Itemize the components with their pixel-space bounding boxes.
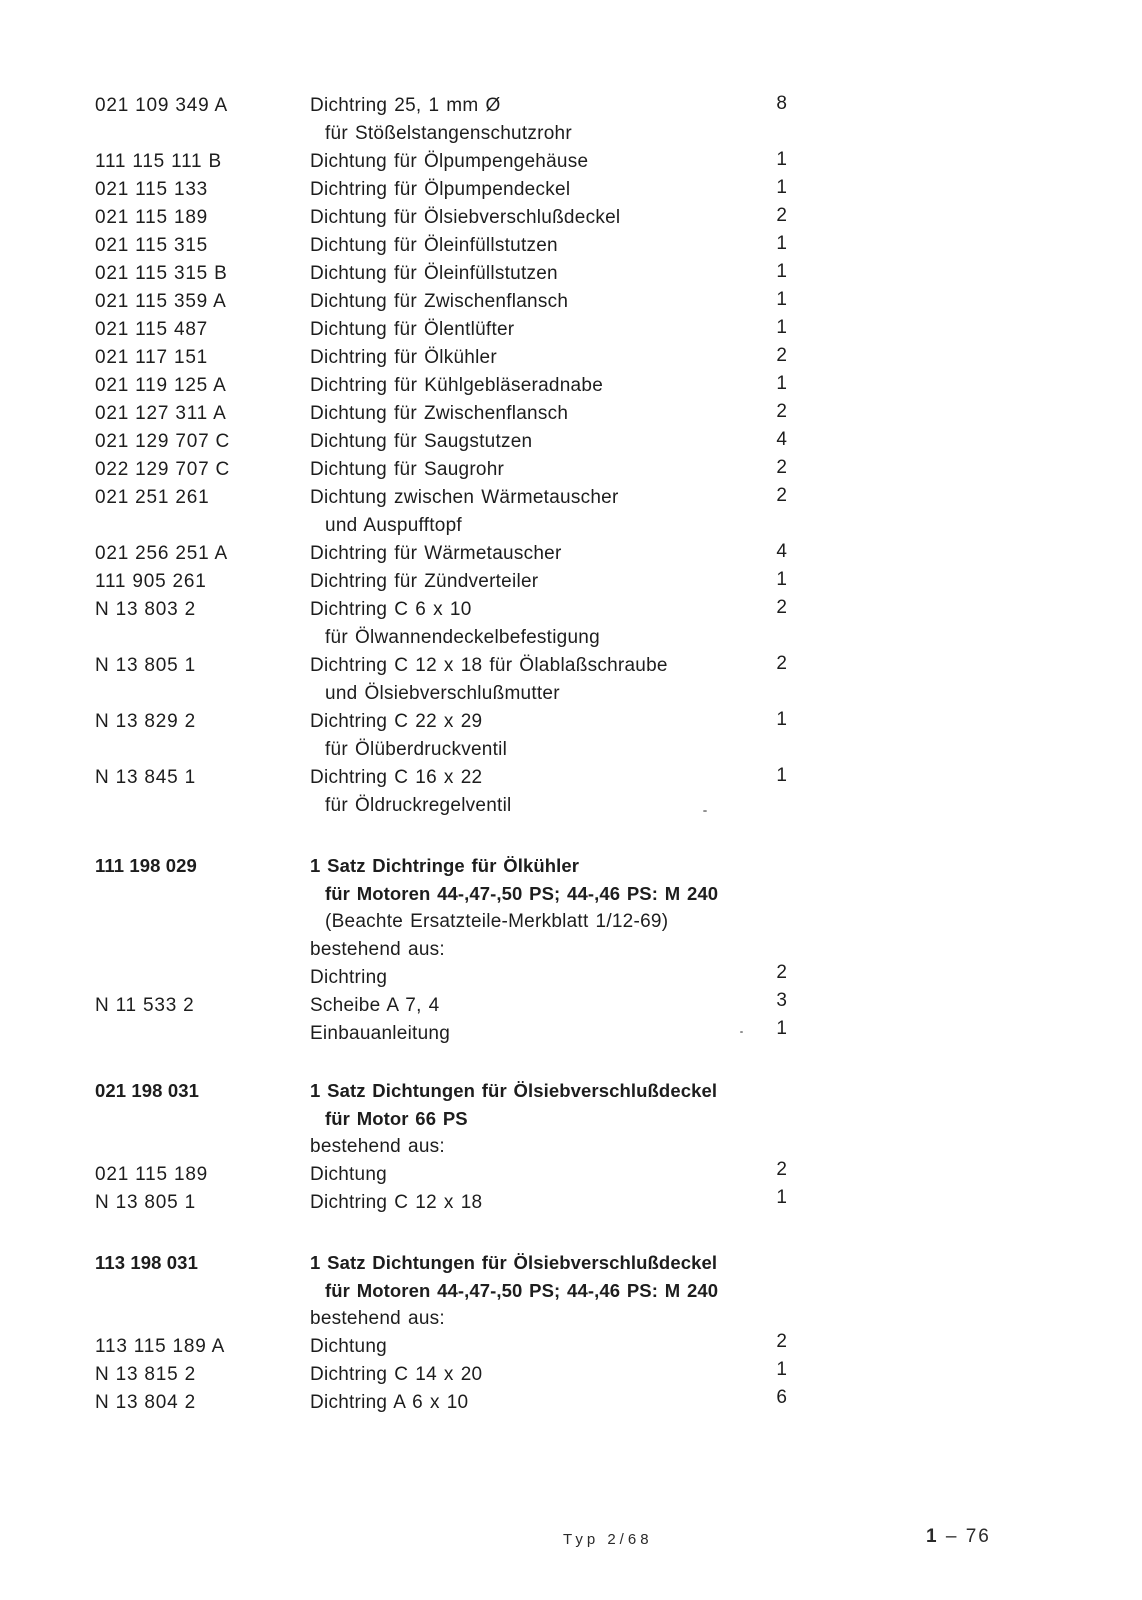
quantity: 2 xyxy=(776,485,787,506)
part-number: N 13 805 1 xyxy=(95,655,196,676)
part-number-empty xyxy=(95,680,310,708)
part-number: 021 115 359 A xyxy=(95,291,227,312)
description: Dichtring C 16 x 22 xyxy=(310,767,483,788)
quantity-empty xyxy=(743,1275,787,1303)
quantity-empty xyxy=(743,1075,787,1103)
quantity: 2 xyxy=(776,1331,787,1352)
parts-row xyxy=(95,484,787,512)
description: Dichtung für Saugrohr xyxy=(310,459,505,480)
description: Dichtring C 22 x 29 xyxy=(310,711,483,732)
quantity: 1 xyxy=(776,233,787,254)
set-component-row xyxy=(95,964,787,992)
footer-page-number-rest: – 76 xyxy=(945,1526,991,1547)
description: Dichtung für Zwischenflansch xyxy=(310,291,569,312)
quantity: 1 xyxy=(776,317,787,338)
footer-page-number-bold: 1 xyxy=(926,1526,939,1547)
set-subtitle: für Motoren 44-,47-,50 PS; 44-,46 PS: M 240 xyxy=(325,1280,719,1301)
part-number-empty xyxy=(95,1277,310,1305)
parts-row xyxy=(95,344,787,372)
set-part-number: 021 198 031 xyxy=(95,1080,199,1101)
part-number: N 13 845 1 xyxy=(95,767,196,788)
parts-row xyxy=(95,540,787,568)
set-note: (Beachte Ersatzteile-Merkblatt 1/12-69) xyxy=(325,911,669,932)
set-subtitle: für Motoren 44-,47-,50 PS; 44-,46 PS: M 240 xyxy=(325,883,719,904)
description: Dichtung zwischen Wärmetauscher xyxy=(310,487,619,508)
quantity: 1 xyxy=(776,149,787,170)
quantity: 1 xyxy=(776,765,787,786)
part-number: 111 115 111 B xyxy=(95,151,222,172)
quantity: 1 xyxy=(776,569,787,590)
description: Dichtring für Zündverteiler xyxy=(310,571,539,592)
quantity-empty xyxy=(743,878,787,906)
quantity-empty xyxy=(743,790,787,818)
part-number-empty xyxy=(95,792,310,820)
description: Dichtung für Zwischenflansch xyxy=(310,403,569,424)
description: Dichtung für Öleinfüllstutzen xyxy=(310,235,558,256)
set-subtitle-row xyxy=(95,1105,787,1133)
set-components-label: bestehend aus: xyxy=(310,939,445,960)
parts-row xyxy=(95,736,787,764)
part-number-empty xyxy=(95,512,310,540)
part-number: N 13 804 2 xyxy=(95,1392,196,1413)
set-component-row xyxy=(95,1389,787,1417)
parts-row xyxy=(95,176,787,204)
set-title-row xyxy=(95,1249,787,1277)
description: Dichtring C 6 x 10 xyxy=(310,599,472,620)
scan-speck xyxy=(740,1031,743,1033)
part-number-empty xyxy=(95,736,310,764)
description: Dichtung für Ölpumpengehäuse xyxy=(310,151,589,172)
parts-row xyxy=(95,568,787,596)
part-number: N 13 815 2 xyxy=(95,1364,196,1385)
set-subtitle-row xyxy=(95,1277,787,1305)
part-number-empty xyxy=(95,880,310,908)
set-label-row xyxy=(95,936,787,964)
quantity: 2 xyxy=(776,205,787,226)
part-number: 021 115 189 xyxy=(95,1164,209,1185)
parts-row xyxy=(95,232,787,260)
quantity: 1 xyxy=(776,261,787,282)
parts-row xyxy=(95,792,787,820)
quantity-empty xyxy=(743,850,787,878)
set-component-row xyxy=(95,992,787,1020)
description-continuation: für Öldruckregelventil xyxy=(325,795,512,816)
part-number: 021 119 125 A xyxy=(95,375,227,396)
quantity: 2 xyxy=(776,457,787,478)
description: Dichtring 25, 1 mm Ø xyxy=(310,95,501,116)
part-number: N 13 805 1 xyxy=(95,1192,196,1213)
parts-row xyxy=(95,372,787,400)
set-component-row xyxy=(95,1189,787,1217)
part-number: 022 129 707 C xyxy=(95,459,231,480)
set-title: 1 Satz Dichtungen für Ölsiebverschlußdeckel xyxy=(310,1252,718,1273)
parts-row xyxy=(95,456,787,484)
part-number-empty xyxy=(95,1133,310,1161)
description: Dichtung für Saugstutzen xyxy=(310,431,533,452)
quantity-empty xyxy=(743,906,787,934)
parts-list xyxy=(95,92,787,1417)
set-component-row xyxy=(95,1333,787,1361)
part-number: 021 127 311 A xyxy=(95,403,227,424)
section-gap xyxy=(95,820,787,852)
part-number: N 13 829 2 xyxy=(95,711,196,732)
parts-row xyxy=(95,680,787,708)
parts-row xyxy=(95,120,787,148)
set-component-row xyxy=(95,1020,787,1048)
set-component-row xyxy=(95,1361,787,1389)
parts-row xyxy=(95,400,787,428)
quantity-empty xyxy=(743,118,787,146)
quantity: 2 xyxy=(776,1159,787,1180)
quantity: 1 xyxy=(776,709,787,730)
quantity-empty xyxy=(743,934,787,962)
quantity: 1 xyxy=(776,177,787,198)
parts-row xyxy=(95,624,787,652)
quantity: 1 xyxy=(776,1018,787,1039)
parts-row xyxy=(95,260,787,288)
part-number: 021 129 707 C xyxy=(95,431,231,452)
description: Dichtring A 6 x 10 xyxy=(310,1392,469,1413)
parts-row xyxy=(95,148,787,176)
set-label-row xyxy=(95,1133,787,1161)
description: Scheibe A 7, 4 xyxy=(310,995,440,1016)
set-title-row xyxy=(95,852,787,880)
quantity-empty xyxy=(743,678,787,706)
quantity: 6 xyxy=(776,1387,787,1408)
set-note-row xyxy=(95,908,787,936)
set-components-label: bestehend aus: xyxy=(310,1308,445,1329)
set-part-number: 113 198 031 xyxy=(95,1252,198,1273)
set-title: 1 Satz Dichtungen für Ölsiebverschlußdeckel xyxy=(310,1080,718,1101)
parts-row xyxy=(95,764,787,792)
quantity: 1 xyxy=(776,289,787,310)
quantity: 4 xyxy=(776,541,787,562)
quantity: 2 xyxy=(776,597,787,618)
parts-row xyxy=(95,316,787,344)
description-continuation: für Ölüberdruckventil xyxy=(325,739,508,760)
description: Dichtring C 12 x 18 xyxy=(310,1192,483,1213)
quantity: 2 xyxy=(776,653,787,674)
description: Dichtring xyxy=(310,967,388,988)
part-number: 021 115 315 xyxy=(95,235,209,256)
part-number: 021 115 487 xyxy=(95,319,209,340)
quantity-empty xyxy=(743,1131,787,1159)
set-title: 1 Satz Dichtringe für Ölkühler xyxy=(310,855,580,876)
set-part-number: 111 198 029 xyxy=(95,855,197,876)
part-number: 021 115 315 B xyxy=(95,263,228,284)
part-number-empty xyxy=(95,936,310,964)
description-continuation: für Stößelstangenschutzrohr xyxy=(325,123,572,144)
set-label-row xyxy=(95,1305,787,1333)
part-number-empty xyxy=(95,1105,310,1133)
footer-type-label: Typ 2/68 xyxy=(563,1531,653,1548)
description: Dichtring für Kühlgebläseradnabe xyxy=(310,375,604,396)
part-number: N 11 533 2 xyxy=(95,995,195,1016)
description-continuation: für Ölwannendeckelbefestigung xyxy=(325,627,600,648)
parts-row xyxy=(95,428,787,456)
description-continuation: und Auspufftopf xyxy=(325,515,462,536)
quantity-empty xyxy=(743,734,787,762)
set-subtitle-row xyxy=(95,880,787,908)
part-number-empty xyxy=(95,908,310,936)
description-continuation: und Ölsiebverschlußmutter xyxy=(325,683,560,704)
description: Dichtung xyxy=(310,1336,387,1357)
quantity: 2 xyxy=(776,401,787,422)
parts-row xyxy=(95,708,787,736)
quantity: 1 xyxy=(776,373,787,394)
description: Dichtung für Ölsiebverschlußdeckel xyxy=(310,207,621,228)
part-number-empty xyxy=(95,120,310,148)
section-gap xyxy=(95,1048,787,1077)
part-number xyxy=(95,1020,310,1048)
parts-row xyxy=(95,92,787,120)
quantity: 2 xyxy=(776,345,787,366)
quantity-empty xyxy=(743,1103,787,1131)
set-components-label: bestehend aus: xyxy=(310,1136,445,1157)
description: Dichtring C 14 x 20 xyxy=(310,1364,483,1385)
set-title-row xyxy=(95,1077,787,1105)
set-component-row xyxy=(95,1161,787,1189)
parts-row xyxy=(95,512,787,540)
quantity-empty xyxy=(743,1303,787,1331)
quantity: 1 xyxy=(776,1359,787,1380)
description: Dichtung für Öleinfüllstutzen xyxy=(310,263,558,284)
part-number: 021 251 261 xyxy=(95,487,210,508)
parts-row xyxy=(95,652,787,680)
quantity: 2 xyxy=(776,962,787,983)
part-number: N 13 803 2 xyxy=(95,599,196,620)
part-number: 021 256 251 A xyxy=(95,543,228,564)
part-number-empty xyxy=(95,1305,310,1333)
part-number: 021 115 133 xyxy=(95,179,209,200)
description: Dichtung xyxy=(310,1164,387,1185)
description: Dichtring für Ölkühler xyxy=(310,347,497,368)
part-number: 021 109 349 A xyxy=(95,95,228,116)
description: Dichtung für Ölentlüfter xyxy=(310,319,515,340)
quantity: 8 xyxy=(776,93,787,114)
description: Dichtring für Ölpumpendeckel xyxy=(310,179,571,200)
quantity-empty xyxy=(743,510,787,538)
part-number: 021 117 151 xyxy=(95,347,209,368)
description: Dichtring C 12 x 18 für Ölablaßschraube xyxy=(310,655,668,676)
part-number: 111 905 261 xyxy=(95,571,207,592)
quantity-empty xyxy=(743,1247,787,1275)
section-gap xyxy=(95,1217,787,1249)
parts-row xyxy=(95,288,787,316)
part-number xyxy=(95,964,310,992)
quantity: 3 xyxy=(776,990,787,1011)
footer-page-number xyxy=(926,1524,991,1550)
description: Einbauanleitung xyxy=(310,1023,451,1044)
set-subtitle: für Motor 66 PS xyxy=(325,1108,468,1129)
quantity: 4 xyxy=(776,429,787,450)
part-number: 113 115 189 A xyxy=(95,1336,226,1357)
part-number: 021 115 189 xyxy=(95,207,209,228)
part-number-empty xyxy=(95,624,310,652)
parts-row xyxy=(95,204,787,232)
scan-speck xyxy=(703,810,707,812)
description: Dichtring für Wärmetauscher xyxy=(310,543,562,564)
parts-row xyxy=(95,596,787,624)
quantity-empty xyxy=(743,622,787,650)
quantity: 1 xyxy=(776,1187,787,1208)
